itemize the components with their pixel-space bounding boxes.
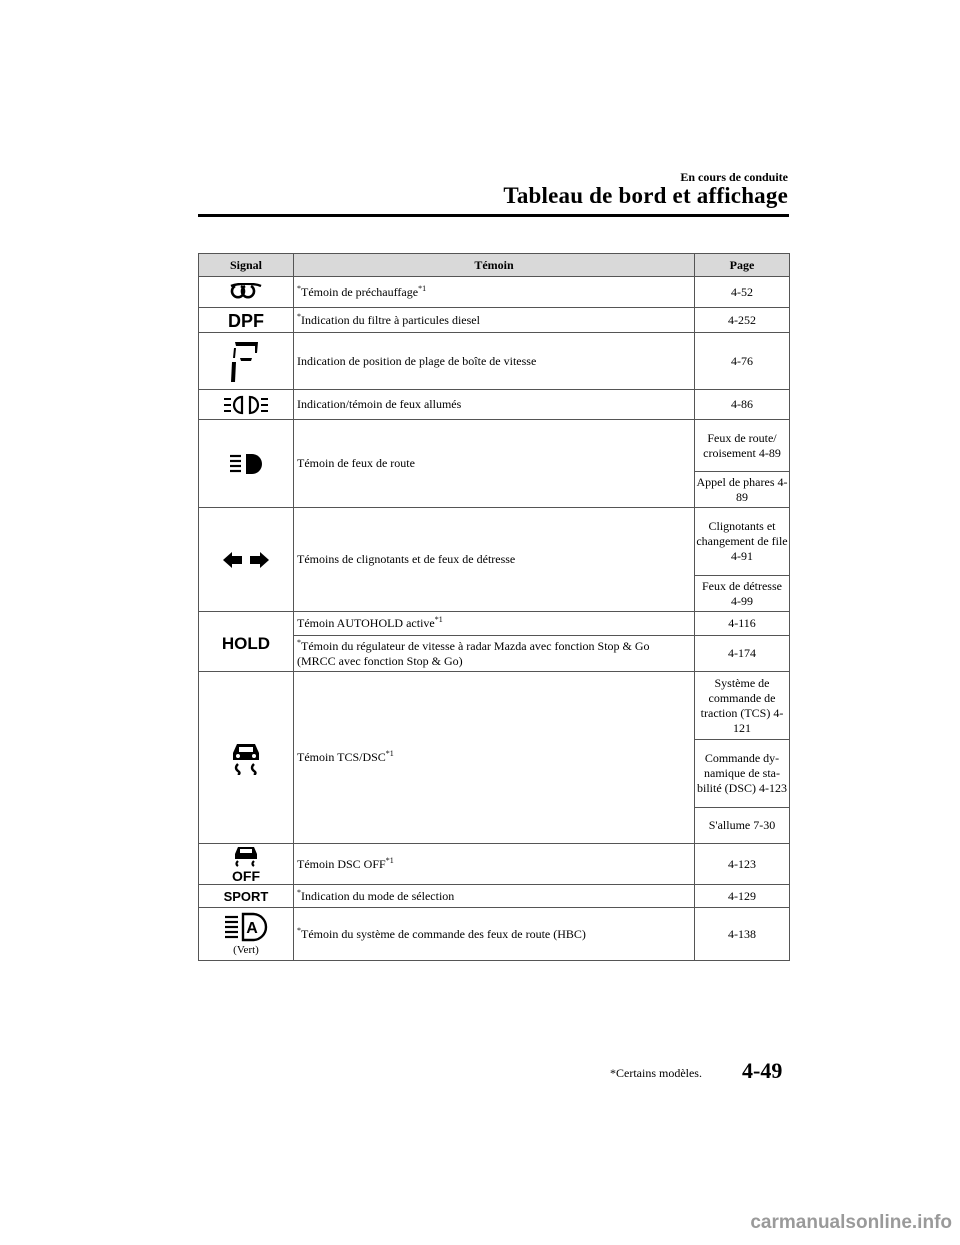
page-ref: 4-129 [695,885,790,908]
temoin-cell [294,885,695,908]
high-beam-icon [228,452,264,476]
page-title: Tableau de bord et affichage [503,183,788,208]
indicator-name: Témoins de clignotants et de feux de détresse [297,552,516,566]
section-label: En cours de conduite [680,170,788,184]
temoin-cell [294,333,695,390]
temoin-cell [294,636,695,672]
temoin-cell [294,508,695,612]
temoin-cell [294,908,695,961]
dpf-icon-label: DPF [228,311,264,330]
table-row [199,672,790,740]
column-header-temoin: Témoin [294,254,695,277]
indicator-name: Indication du mode de sélection [301,888,455,903]
table-row [199,333,790,390]
page-ref: 4-252 [695,308,790,333]
page-ref: 4-123 [695,844,790,885]
sport-icon-label: SPORT [223,889,269,905]
temoin-cell [294,277,695,308]
footnote-marker: *1 [434,615,443,624]
signal-cell [199,672,294,844]
page-ref: 4-138 [695,908,790,961]
signal-cell [199,612,294,672]
lights-on-icon [223,394,269,416]
indicator-name: Témoin du système de commande des feux de route (HBC) [301,926,586,941]
model-star: * [297,283,301,293]
footnote-marker: *1 [418,283,427,293]
page-ref: 4-52 [695,277,790,308]
temoin-cell [294,420,695,508]
model-star: * [297,925,301,935]
table-row [199,612,790,636]
indicator-name: Indication du filtre à particules diesel [301,312,480,327]
page-ref: Système de commande de traction (TCS) 4-121 [695,672,790,740]
column-header-page: Page [695,254,790,277]
table-row [199,390,790,420]
header-rule [198,214,789,217]
page-ref: Feux de détresse 4-99 [695,576,790,612]
turn-signal-icon [222,550,270,570]
warning-indicator-table [198,253,790,961]
table-row [199,308,790,333]
hold-icon-label: HOLD [221,633,271,652]
footnote-marker: *1 [385,749,394,758]
indicator-name: Témoin de feux de route [297,456,415,470]
page-ref: 4-86 [695,390,790,420]
table-row [199,844,790,885]
table-row [199,277,790,308]
page-ref: 4-174 [695,636,790,672]
footnote-marker: *1 [385,855,394,865]
page-ref: Commande dy-namique de sta-bilité (DSC) 4-123 [695,740,790,808]
hbc-icon-label: A [246,920,258,937]
indicator-name: Indication/témoin de feux allumés [297,397,462,411]
sport-mode-icon [219,888,273,904]
table-row [199,420,790,472]
temoin-cell [294,672,695,844]
model-star: * [297,887,301,897]
indicator-name: Témoin AUTOHOLD active [297,616,435,630]
dpf-icon [221,310,271,330]
signal-cell [199,333,294,390]
temoin-cell [294,390,695,420]
dsc-off-icon [229,846,263,882]
footnote-text: *Certains modèles. [610,1066,702,1080]
indicator-name: Témoin de préchauffage [301,284,419,299]
page-ref: Appel de phares 4-89 [695,472,790,508]
table-row [199,885,790,908]
page-number: 4-49 [742,1058,783,1083]
table-row [199,908,790,961]
signal-cell [199,308,294,333]
page-ref: S'allume 7-30 [695,808,790,844]
tcs-dsc-icon [230,741,262,775]
glow-plug-icon [226,283,266,301]
signal-cell [199,420,294,508]
temoin-cell [294,844,695,885]
signal-cell [199,885,294,908]
signal-cell [199,508,294,612]
watermark: carmanualsonline.info [750,1212,952,1233]
page-ref: 4-116 [695,612,790,636]
indicator-name: Témoin TCS/DSC [297,750,386,764]
hold-icon [221,632,271,652]
table-header-row [199,254,790,277]
model-star: * [297,637,301,647]
temoin-cell [294,612,695,636]
icon-color-note: (Vert) [233,944,259,956]
gear-range-icon [228,338,264,384]
page-ref: Clignotants et changement de file 4-91 [695,508,790,576]
signal-cell [199,277,294,308]
table-row [199,508,790,576]
indicator-name: Témoin du régulateur de vitesse à radar Mazda avec fonction Stop & Go (MRCC avec fonction Stop & Go) [297,638,650,668]
model-star: * [297,311,301,321]
page-ref: Feux de route/ croisement 4-89 [695,420,790,472]
column-header-signal: Signal [199,254,294,277]
signal-cell [199,844,294,885]
indicator-name: Indication de position de plage de boîte de vitesse [297,353,537,368]
signal-cell [199,908,294,961]
signal-cell [199,390,294,420]
page-ref: 4-76 [695,333,790,390]
temoin-cell [294,308,695,333]
hbc-icon [223,912,269,942]
dsc-off-icon-label: OFF [232,868,260,882]
indicator-name: Témoin DSC OFF [297,856,386,871]
